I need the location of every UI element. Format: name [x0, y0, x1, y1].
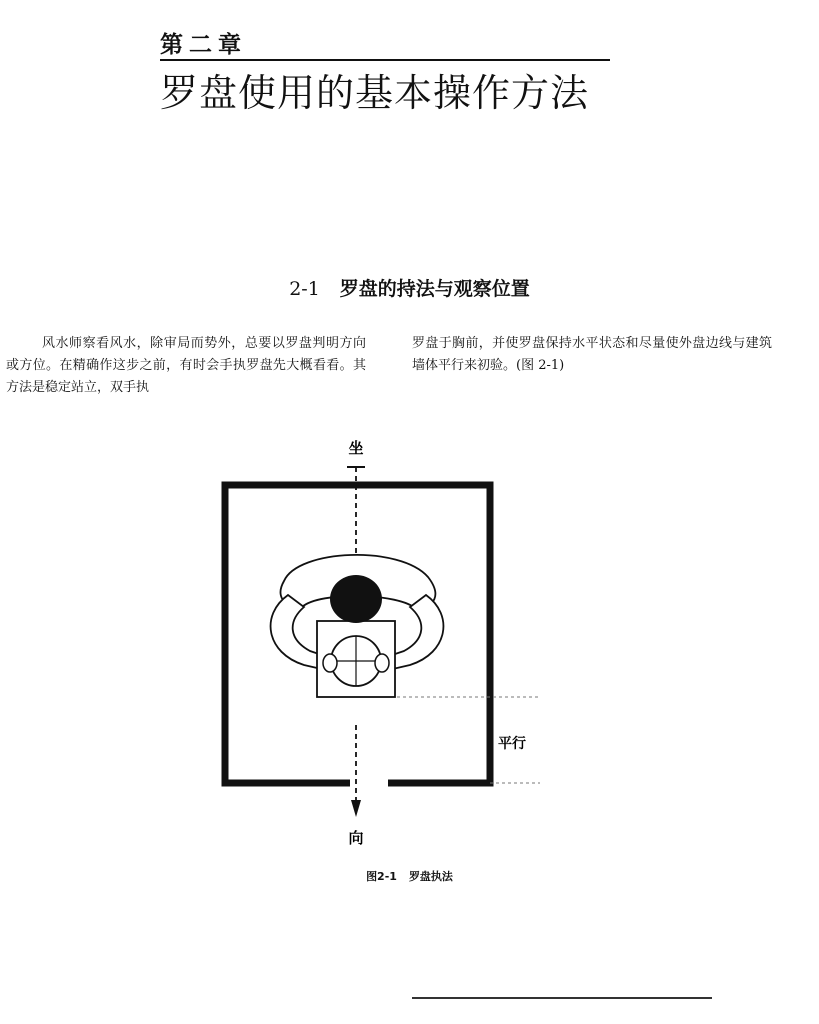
figure-caption-title: 罗盘执法 [408, 870, 453, 883]
person-left-hand [323, 654, 337, 672]
body-paragraph-continued: 罗盘于胸前，并使罗盘保持水平状态和尽量使外盘边线与建筑墙体平行来初验。(图 2-1) [412, 336, 772, 373]
label-facing: 向 [348, 829, 364, 847]
body-column-right [412, 333, 772, 377]
label-parallel: 平行 [498, 736, 526, 752]
chapter-title: 罗盘使用的基本操作方法 [160, 71, 590, 115]
section-number: 2-1 [289, 278, 320, 300]
facing-arrow [351, 800, 361, 817]
title-divider [160, 59, 610, 61]
section-title: 罗盘的持法与观察位置 [339, 278, 530, 300]
body-column-left [6, 333, 366, 399]
chapter-label: 第二章 [160, 32, 247, 58]
body-paragraph: 风水师察看风水，除审局而势外，总要以罗盘判明方向或方位。在精确作这步之前，有时会手执罗盘先大概看看。其方法是稳定站立，双手执 [6, 336, 366, 395]
figure-number: 图2-1 [366, 870, 397, 883]
label-sitting: 坐 [348, 439, 364, 457]
compass-holding-figure [200, 425, 560, 855]
person-head [330, 575, 382, 623]
figure-caption [0, 868, 819, 884]
section-heading [0, 274, 819, 301]
footer-rule [412, 997, 712, 999]
person-right-hand [375, 654, 389, 672]
